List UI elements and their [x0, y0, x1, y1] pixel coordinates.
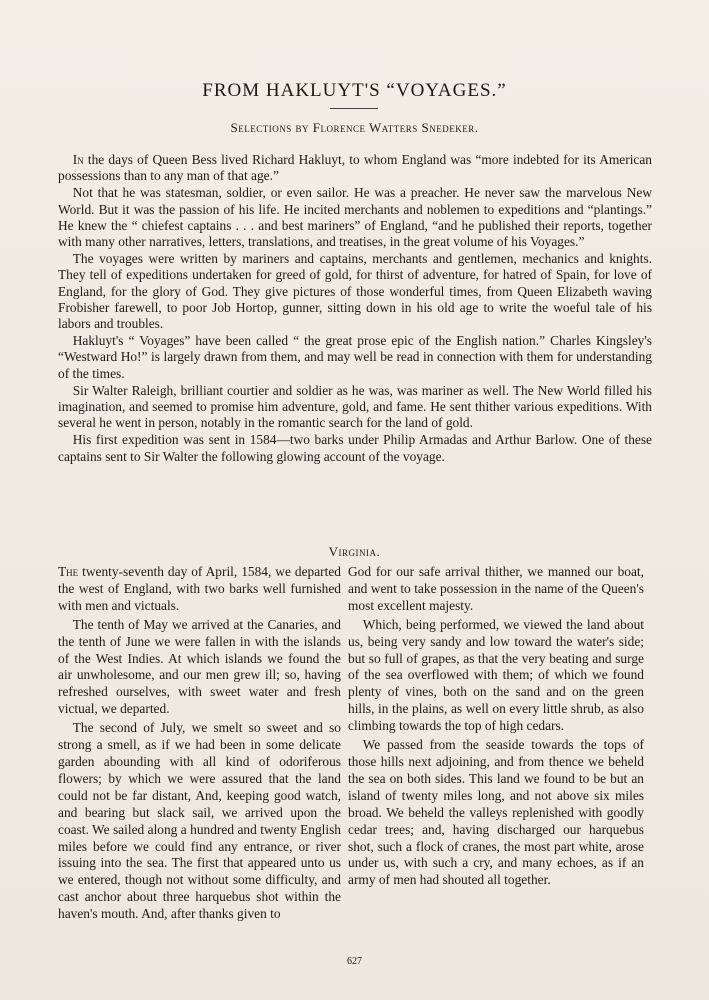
left-paragraph-2: The tenth of May we arrived at the Canaries, and the tenth of June we were fallen in with the islands of the West Indies. At which islands we found the air unwholesome, and our men grew ill; so, having refreshed ourselves, with sweet water and fresh victual, we departed.: [58, 616, 341, 717]
page-number: 627: [347, 956, 362, 967]
section-heading: Virginia.: [328, 544, 381, 559]
left-column: [58, 564, 341, 923]
title-rule: [330, 108, 378, 109]
intro-paragraph-6: His first expedition was sent in 1584—two barks under Philip Armadas and Arthur Barlow. One of these captains sent to Sir Walter the following glowing account of the voyage.: [58, 432, 652, 464]
right-paragraph-1: God for our safe arrival thither, we manned our boat, and went to take possession in the name of the Queen's most excellent majesty.: [348, 564, 644, 613]
left-paragraph-1: [58, 564, 341, 615]
right-column: [348, 564, 644, 889]
intro-section: [58, 152, 652, 465]
left-paragraph-1-text: twenty-seventh day of April, 1584, we departed the west of England, with two barks well furnished with men and victuals.: [58, 564, 341, 613]
intro-paragraph-1: [58, 152, 652, 184]
left-paragraph-3: The second of July, we smelt so sweet and so strong a smell, as if we had been in some delicate garden abounding with all kind of odoriferous flowers; by which we were assured that the land could not be far distant, And, keeping good watch, and bearing but slack sail, we arrived upon the coast. We sailed along a hundred and twenty English miles before we could find any entrance, or river issuing into the sea. The first that appeared unto us we entered, though not without some difficulty, and cast anchor about three harquebus shot within the haven's mouth. And, after thanks given to: [58, 720, 341, 922]
intro-paragraph-5: Sir Walter Raleigh, brilliant courtier and soldier as he was, was mariner as well. The New World filled his imagination, and seemed to promise him adventure, gold, and fame. He sent thither various expeditions. With several he went in person, notably in the romantic search for the land of gold.: [58, 382, 652, 431]
left-lead-word: The: [58, 564, 79, 579]
right-paragraph-3: We passed from the seaside towards the tops of those hills next adjoining, and from thence we beheld the sea on both sides. This land we found to be but an island of twenty miles long, and not above six miles broad. We beheld the valleys replenished with goodly cedar trees; and, having discharged our harquebus shot, such a flock of cranes, the most part white, arose under us, with such a cry, and many echoes, as if an army of men had shouted all together.: [348, 737, 644, 888]
article-title: FROM HAKLUYT'S “VOYAGES.”: [202, 80, 507, 101]
intro-paragraph-3: The voyages were written by mariners and captains, merchants and gentlemen, mechanics and knights. They tell of expeditions undertaken for greed of gold, for thirst of adventure, for hatred of Spain, for love of England, for the glory of God. They give pictures of those wonderful times, from Queen Elizabeth waving Frobisher farewell, to poor Job Hortop, gunner, sitting down in his old age to write the woeful tale of his labors and troubles.: [58, 251, 652, 332]
intro-paragraph-1-text: the days of Queen Bess lived Richard Hakluyt, to whom England was “more indebted for its American possessions than to any man of that age.”: [58, 152, 652, 184]
intro-paragraph-4: Hakluyt's “ Voyages” have been called “ the great prose epic of the English nation.” Charles Kingsley's “Westward Ho!” is largely drawn from them, and may well be read in connection with them for understanding of the times.: [58, 333, 652, 381]
byline: Selections by Florence Watters Snedeker.: [230, 120, 479, 135]
right-paragraph-2: Which, being performed, we viewed the land about us, being very sandy and low toward the water's side; but so full of grapes, as that the very beating and surge of the sea overflowed with them; of which we found plenty of vines, both on the sand and on the green hills, in the plains, as well on every little shrub, as also climbing towards the top of high cedars.: [348, 616, 644, 734]
intro-lead-word: In: [72, 152, 84, 167]
intro-paragraph-2: Not that he was statesman, soldier, or even sailor. He was a preacher. He never saw the marvelous New World. But it was the passion of his life. He incited merchants and noblemen to expeditions and “plantings.” He knew the “ chiefest captains . . . and best mariners” of England, “and he published their reports, together with many other narratives, letters, translations, and treatises, in the great volume of his Voyages.”: [58, 185, 652, 250]
